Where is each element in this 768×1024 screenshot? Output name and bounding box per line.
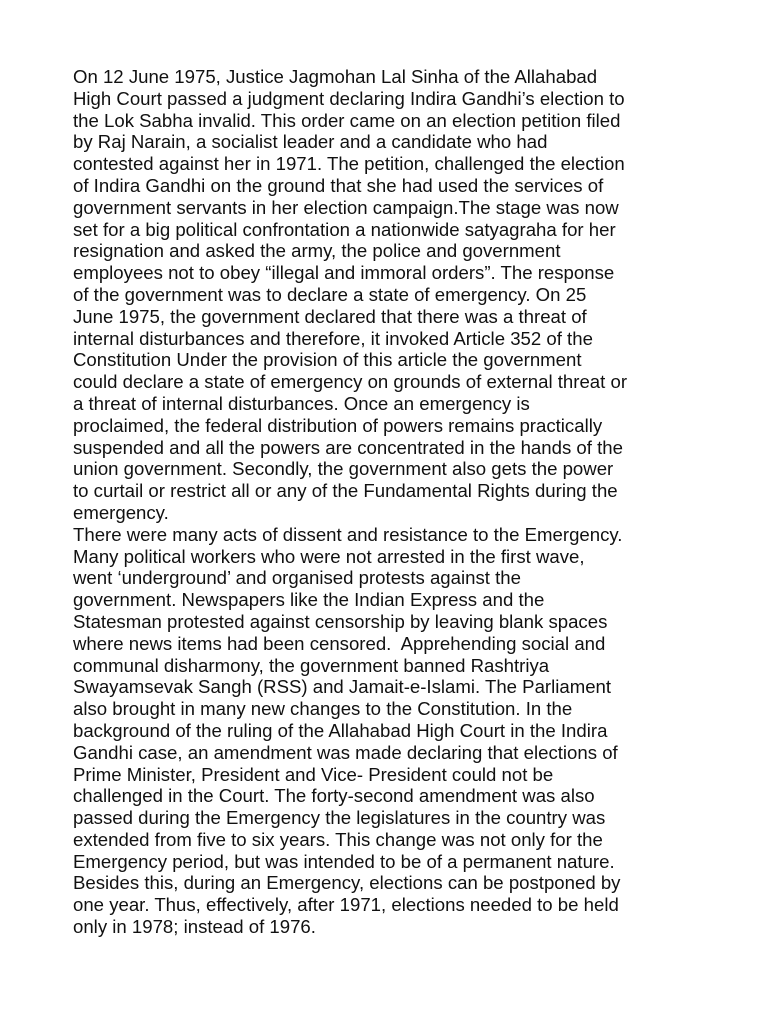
text-line: passed during the Emergency the legislatures in the country was <box>73 807 606 829</box>
text-line: proclaimed, the federal distribution of powers remains practically <box>73 414 603 436</box>
text-line: could declare a state of emergency on grounds of external threat or <box>73 371 628 393</box>
text-line: background of the ruling of the Allahabad High Court in the Indira <box>73 719 608 741</box>
text-line: government servants in her election campaign.The stage was now <box>73 196 619 218</box>
text-line: On 12 June 1975, Justice Jagmohan Lal Sinha of the Allahabad <box>73 66 598 87</box>
text-line: contested against her in 1971. The petition, challenged the election <box>73 153 625 175</box>
text-line: emergency. <box>73 501 169 523</box>
text-line: Swayamsevak Sangh (RSS) and Jamait-e-Islami. The Parliament <box>73 676 612 698</box>
text-line: government. Newspapers like the Indian Express and the <box>73 589 545 611</box>
text-line: Many political workers who were not arrested in the first wave, <box>73 545 585 567</box>
text-line: challenged in the Court. The forty-second amendment was also <box>73 785 595 807</box>
text-line: suspended and all the powers are concentrated in the hands of the <box>73 436 623 458</box>
text-line: employees not to obey “illegal and immoral orders”. The response <box>73 262 615 284</box>
text-line: set for a big political confrontation a nationwide satyagraha for her <box>73 218 616 240</box>
text-line: June 1975, the government declared that there was a threat of <box>73 305 587 327</box>
text-line: by Raj Narain, a socialist leader and a candidate who had <box>73 131 548 153</box>
text-line: of the government was to declare a state of emergency. On 25 <box>73 283 587 305</box>
text-line: where news items had been censored. Apprehending social and <box>73 632 606 654</box>
text-line: resignation and asked the army, the police and government <box>73 240 561 262</box>
text-line: High Court passed a judgment declaring Indira Gandhi’s election to <box>73 87 625 109</box>
text-line: of Indira Gandhi on the ground that she had used the services of <box>73 174 604 196</box>
text-line: went ‘underground’ and organised protests against the <box>73 567 521 589</box>
text-line: extended from five to six years. This change was not only for the <box>73 828 603 850</box>
text-line: union government. Secondly, the government also gets the power <box>73 458 614 480</box>
text-line: communal disharmony, the government banned Rashtriya <box>73 654 550 676</box>
text-line: one year. Thus, effectively, after 1971, elections needed to be held <box>73 894 619 916</box>
text-line: Statesman protested against censorship by leaving blank spaces <box>73 610 608 632</box>
text-line: also brought in many new changes to the Constitution. In the <box>73 698 573 720</box>
text-line: There were many acts of dissent and resistance to the Emergency. <box>73 523 623 545</box>
text-line: Prime Minister, President and Vice- President could not be <box>73 763 554 785</box>
document-body <box>73 66 698 938</box>
text-line: Besides this, during an Emergency, elections can be postponed by <box>73 872 621 894</box>
text-line: Gandhi case, an amendment was made declaring that elections of <box>73 741 618 763</box>
text-line: Emergency period, but was intended to be of a permanent nature. <box>73 850 615 872</box>
text-line: internal disturbances and therefore, it invoked Article 352 of the <box>73 327 593 349</box>
text-line: Constitution Under the provision of this article the government <box>73 349 582 371</box>
text-line: only in 1978; instead of 1976. <box>73 916 316 938</box>
text-line: the Lok Sabha invalid. This order came on an election petition filed <box>73 109 621 131</box>
text-line: to curtail or restrict all or any of the Fundamental Rights during the <box>73 480 618 502</box>
text-line: a threat of internal disturbances. Once an emergency is <box>73 392 530 414</box>
